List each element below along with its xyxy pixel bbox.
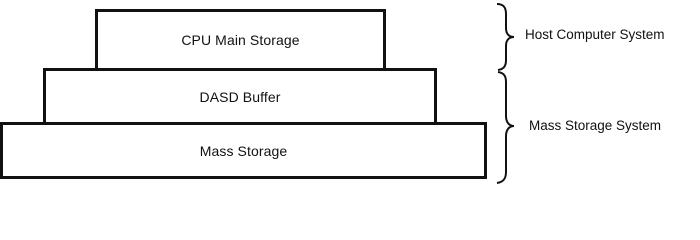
grouping-braces: [492, 0, 522, 186]
mass-storage-system-brace: [497, 72, 514, 183]
cpu-main-storage-label: CPU Main Storage: [181, 32, 300, 48]
cpu-main-storage-tier: [95, 9, 386, 71]
mass-storage-tier: [0, 122, 487, 179]
mass-storage-label: Mass Storage: [199, 142, 288, 159]
dasd-buffer-tier: [43, 68, 437, 125]
host-computer-system-label: Host Computer System: [525, 27, 665, 42]
mass-storage-system-label: Mass Storage System: [529, 118, 662, 133]
host-system-brace: [497, 4, 514, 70]
dasd-buffer-label: DASD Buffer: [199, 88, 281, 105]
